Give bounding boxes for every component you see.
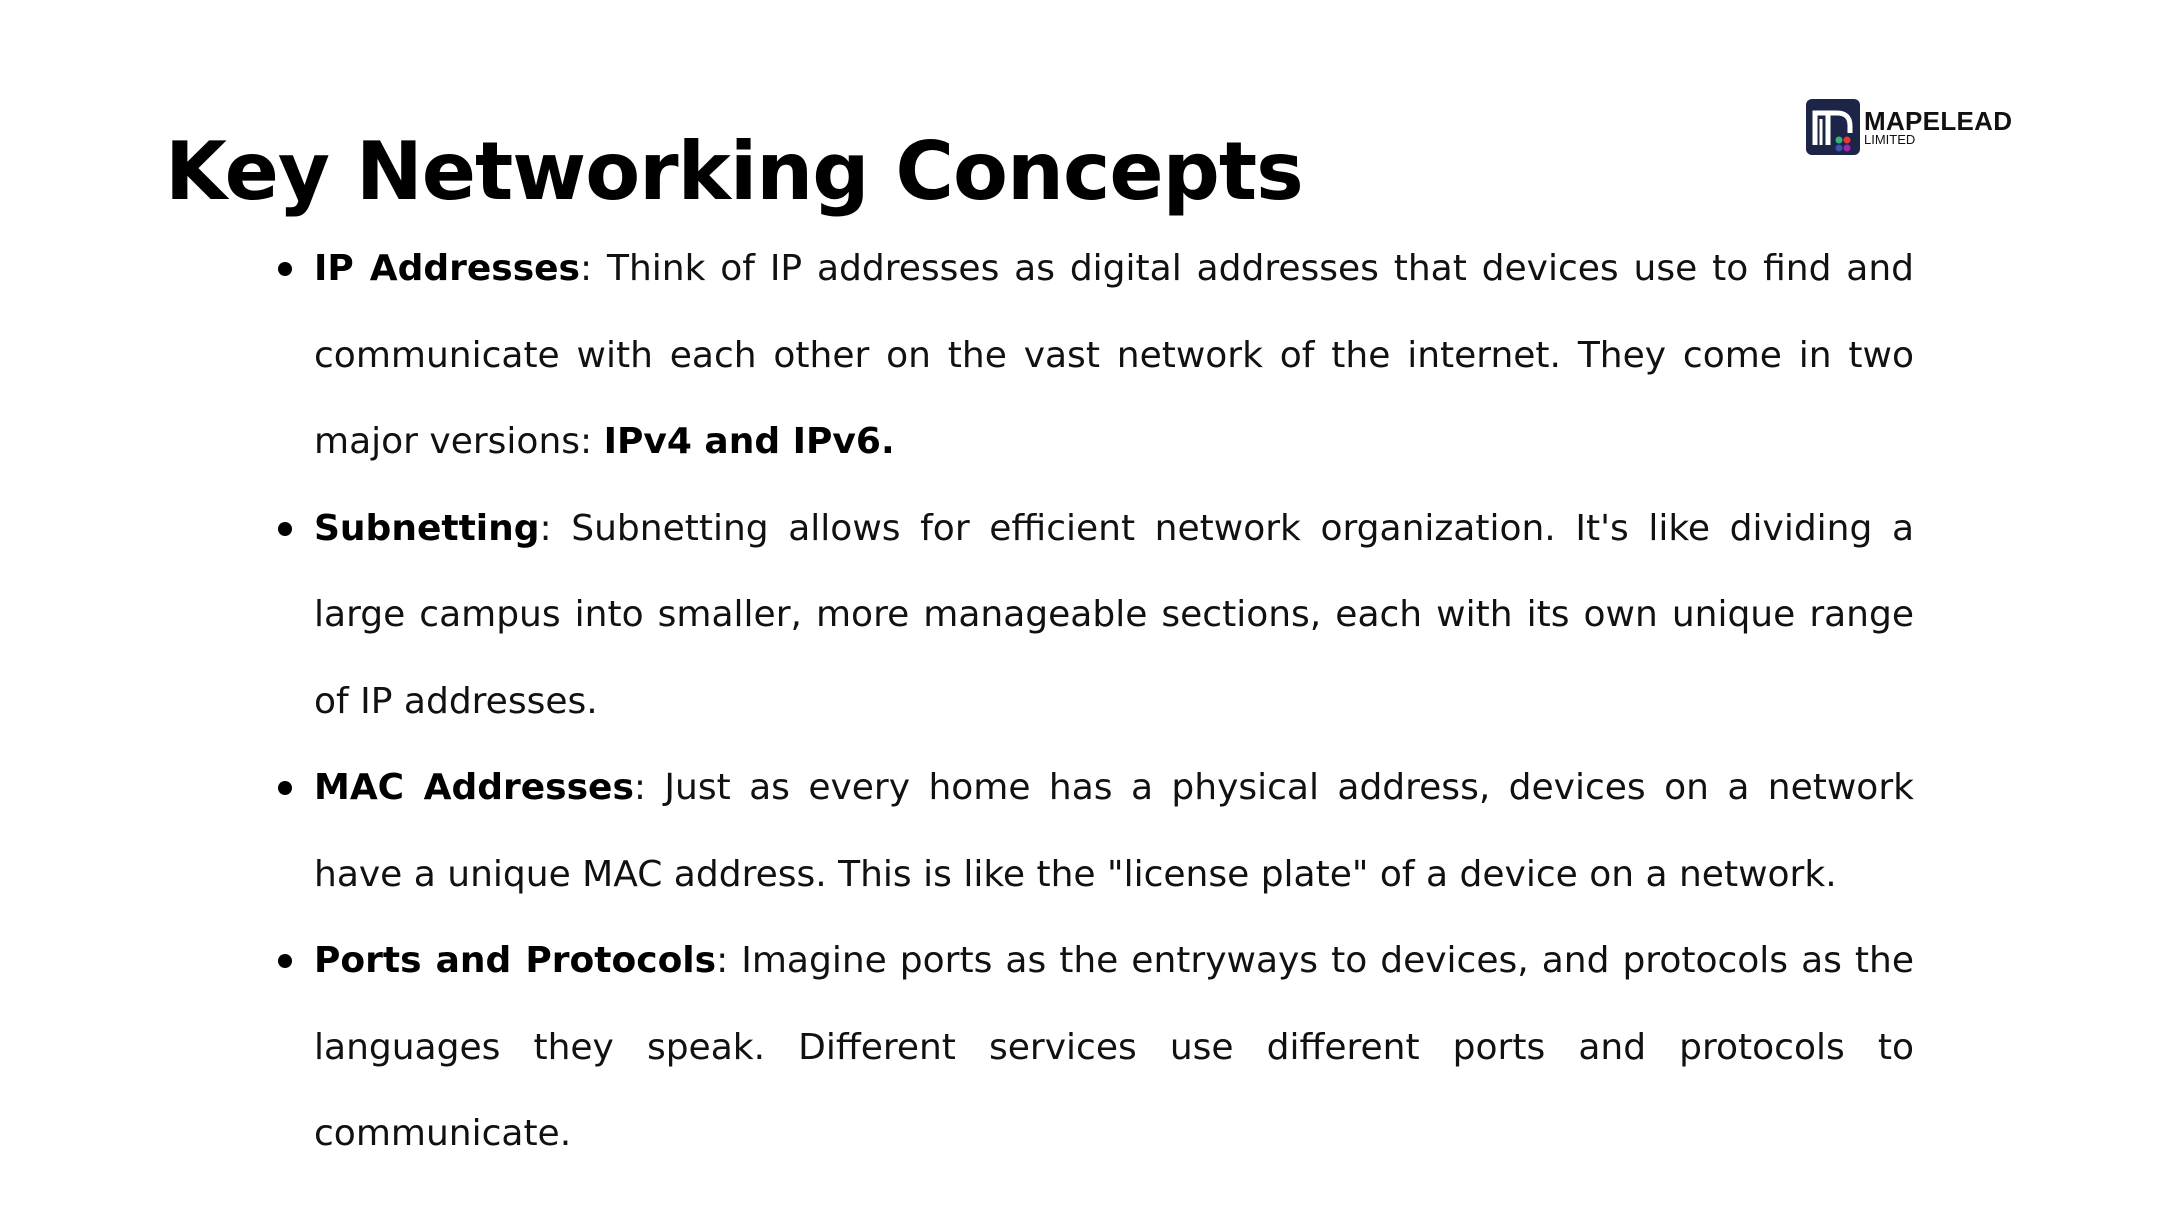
company-logo: [1806, 98, 2012, 156]
bullet-icon: [278, 522, 292, 536]
mapelead-logo-icon: [1806, 99, 1860, 155]
logo-name: MAPELEAD: [1864, 106, 2013, 136]
list-item-text: : Think of IP addresses as digital addresses that devices use to find and communicate with each other on the vast network of the internet. They come in two major versions:: [314, 248, 1914, 462]
list-item-subnetting: [274, 486, 1914, 746]
bullet-icon: [278, 954, 292, 968]
list-item-term: IP Addresses: [314, 248, 580, 289]
list-item-term: Ports and Protocols: [314, 940, 717, 981]
bullet-icon: [278, 262, 292, 276]
list-item-mac-addresses: [274, 745, 1914, 918]
list-item-ip-addresses: [274, 226, 1914, 486]
list-item-term: MAC Addresses: [314, 767, 634, 808]
logo-subtitle: LIMITED: [1864, 132, 1916, 147]
bullet-icon: [278, 781, 292, 795]
list-item-emphasis: IPv4 and IPv6.: [603, 421, 895, 462]
list-item-ports-and-protocols: [274, 918, 1914, 1178]
list-item-text: : Just as every home has a physical address, devices on a network have a unique MAC address. This is like the "license plate" of a device on a network.: [314, 767, 1914, 895]
page-title: Key Networking Concepts: [165, 125, 1303, 218]
list-item-term: Subnetting: [314, 507, 540, 549]
concepts-list: [274, 226, 1914, 1178]
list-item-text: : Imagine ports as the entryways to devices, and protocols as the languages they speak. Different services use different ports and protocols to communicate.: [314, 940, 1914, 1154]
list-item-text: : Subnetting allows for efficient network organization. It's like dividing a large campus into smaller, more manageable sections, each with its own unique range of IP addresses.: [314, 507, 1914, 722]
